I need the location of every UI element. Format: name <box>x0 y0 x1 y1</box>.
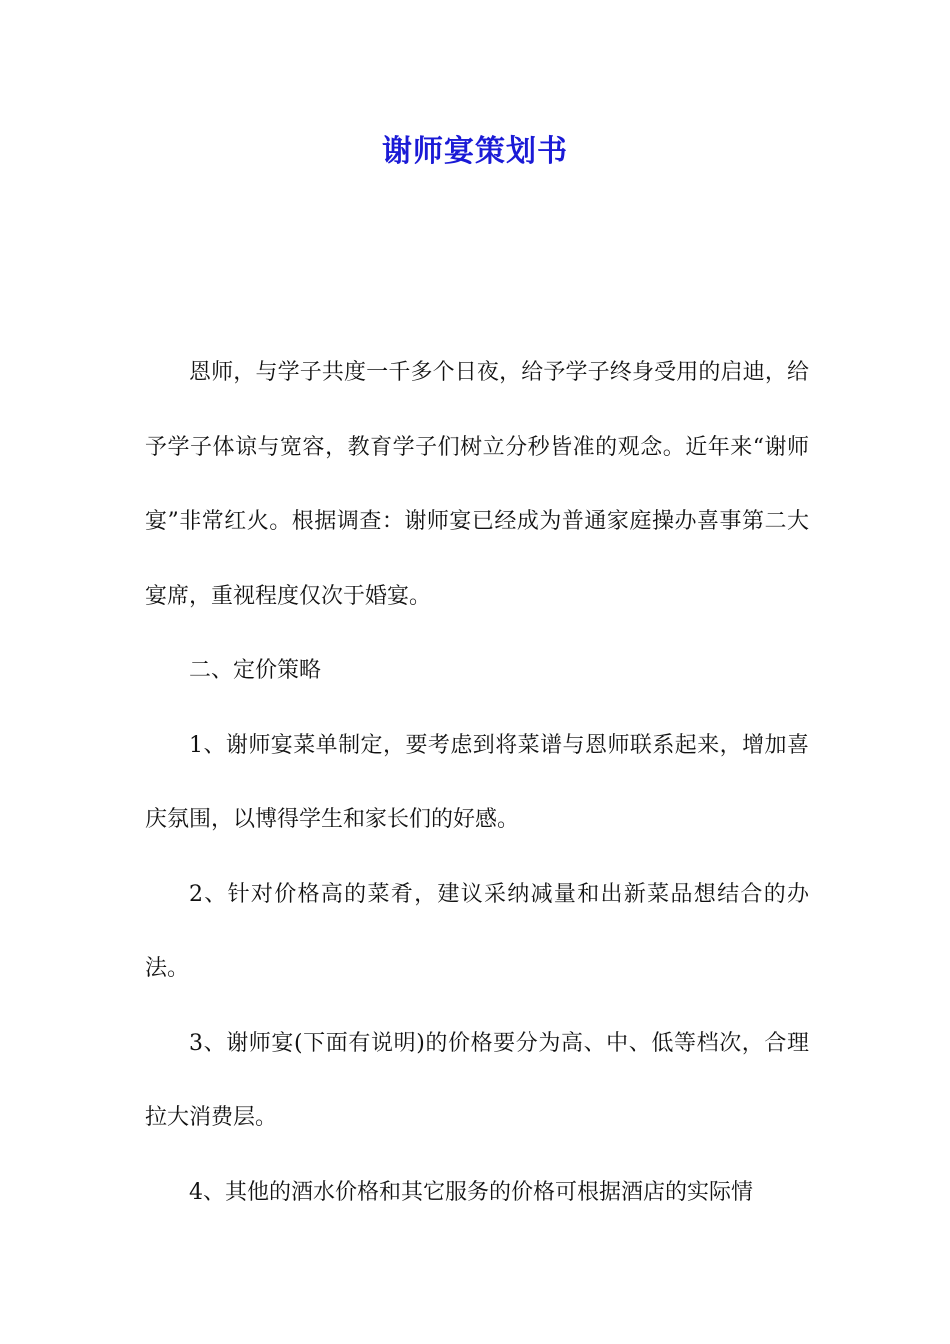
section-heading-pricing: 二、定价策略 <box>189 658 322 683</box>
list-item-1: 1、谢师宴菜单制定，要考虑到将菜谱与恩师联系起来，增加喜庆氛围，以博得学生和家长们的好感。 <box>145 732 809 832</box>
document-title: 谢师宴策划书 <box>382 134 568 169</box>
paragraph-intro: 恩师，与学子共度一千多个日夜，给予学子终身受用的启迪，给予学子体谅与宽容，教育学子们树立分秒皆准的观念。近年来“谢师宴”非常红火。根据调查：谢师宴已经成为普通家庭操办喜事第二大宴席，重视程度仅次于婚宴。 <box>145 360 809 609</box>
list-item-3: 3、谢师宴(下面有说明)的价格要分为高、中、低等档次，合理拉大消费层。 <box>145 1030 809 1130</box>
document-body <box>145 336 809 1230</box>
list-item-2: 2、针对价格高的菜肴，建议采纳减量和出新菜品想结合的办法。 <box>145 881 809 981</box>
list-item-4: 4、其他的酒水价格和其它服务的价格可根据酒店的实际情 <box>189 1179 753 1205</box>
